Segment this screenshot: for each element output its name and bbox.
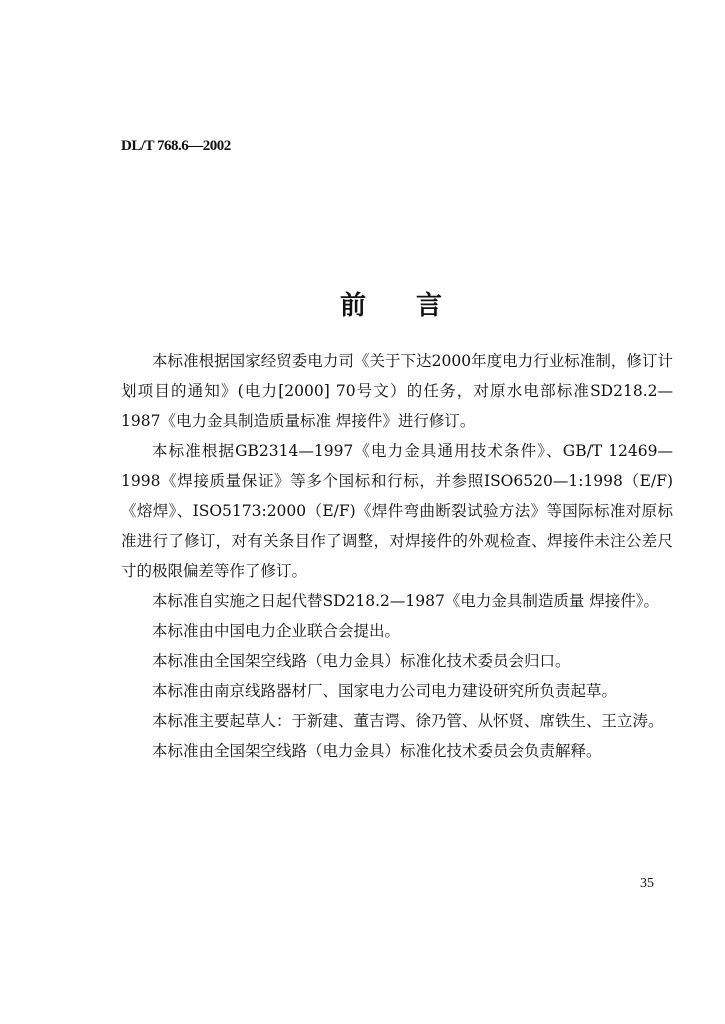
paragraph-1: 本标准根据国家经贸委电力司《关于下达2000年度电力行业标准制，修订计划项目的通知》(电力[2000] 70号文）的任务，对原水电部标准SD218.2—1987《电力金具制造质量标准 焊接件》进行修订。 xyxy=(121,352,673,430)
paragraph-7: 本标准主要起草人：于新建、董吉谔、徐乃管、从怀贤、席铁生、王立涛。 xyxy=(152,712,664,730)
standard-code: DL/T 768.6—2002 xyxy=(121,138,231,154)
paragraph-3: 本标准自实施之日起代替SD218.2—1987《电力金具制造质量 焊接件》。 xyxy=(152,592,660,610)
title-char-1: 前 xyxy=(340,291,367,321)
title-char-2: 言 xyxy=(416,291,443,321)
paragraph-5: 本标准由全国架空线路（电力金具）标准化技术委员会归口。 xyxy=(152,652,571,670)
paragraph-2: 本标准根据GB2314—1997《电力金具通用技术条件》、GB/T 12469—1998《焊接质量保证》等多个国标和行标，并参照ISO6520—1:1998（E/F)《熔焊》、ISO5173:2000（E/F)《焊件弯曲断裂试验方法》等国际标准对原标准进行了修订，对有关条目作了调整，对焊接件的外观检查、焊接件未注公差尺寸的极限偏差等作了修订。 xyxy=(121,442,673,580)
page-number: 35 xyxy=(640,876,654,891)
foreword-body xyxy=(121,346,673,766)
page-title xyxy=(340,285,442,322)
paragraph-4: 本标准由中国电力企业联合会提出。 xyxy=(152,622,401,640)
paragraph-8: 本标准由全国架空线路（电力金具）标准化技术委员会负责解释。 xyxy=(152,742,602,760)
paragraph-6: 本标准由南京线路器材厂、国家电力公司电力建设研究所负责起草。 xyxy=(152,682,618,700)
